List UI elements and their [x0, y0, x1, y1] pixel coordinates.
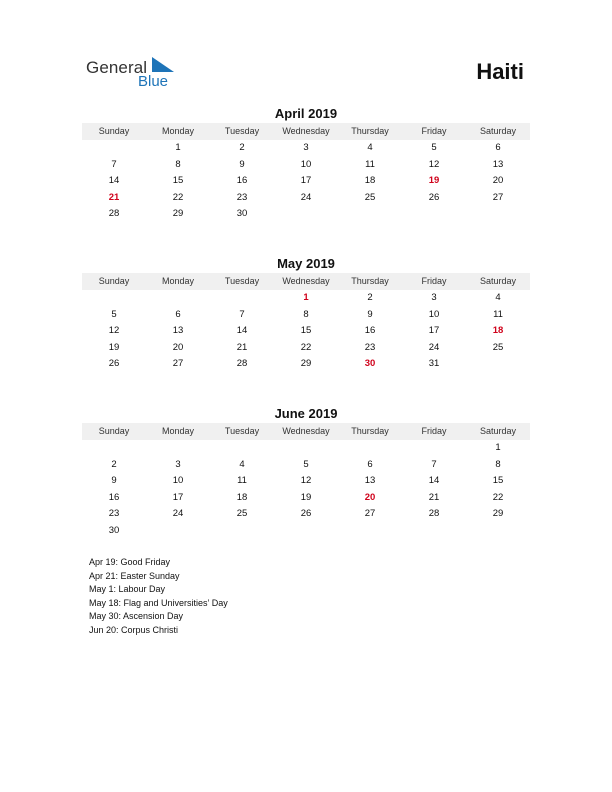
day-cell: 29: [300, 358, 312, 369]
weekday-label: Wednesday: [282, 276, 330, 286]
holiday-list: [89, 556, 228, 637]
week-row: [82, 190, 530, 207]
holiday-list-item: Apr 21: Easter Sunday: [89, 570, 180, 581]
holiday-list-item: May 18: Flag and Universities’ Day: [89, 597, 228, 608]
empty-day-cell: [146, 523, 210, 540]
day-cell: 7: [431, 458, 437, 470]
day-cell: 29: [172, 208, 184, 219]
day-cell: 9: [239, 158, 245, 170]
weekday-label: Monday: [161, 276, 195, 286]
generalblue-logo: [86, 54, 196, 94]
week-row: [82, 523, 530, 540]
weekday-label: Thursday: [351, 126, 389, 136]
empty-day-cell: [466, 206, 530, 223]
holiday-day-cell: 19: [428, 175, 440, 186]
weekday-label: Tuesday: [224, 426, 260, 436]
weekday-label: Saturday: [479, 126, 517, 136]
day-cell: 25: [492, 341, 504, 353]
day-cell: 8: [495, 458, 501, 470]
holiday-day-cell: 18: [492, 325, 504, 336]
day-cell: 20: [492, 175, 504, 186]
day-cell: 12: [428, 158, 440, 170]
empty-day-cell: [82, 440, 146, 457]
week-row: [82, 140, 530, 157]
day-cell: 11: [493, 308, 503, 320]
day-cell: 31: [428, 358, 440, 369]
day-cell: 26: [300, 508, 312, 519]
day-cell: 7: [111, 158, 117, 170]
week-row: [82, 307, 530, 324]
day-cell: 16: [236, 175, 248, 186]
logo-word-blue: Blue: [138, 73, 169, 90]
holiday-list-item: Jun 20: Corpus Christi: [89, 624, 179, 635]
empty-day-cell: [82, 140, 146, 157]
empty-day-cell: [466, 523, 530, 540]
week-row: [82, 323, 530, 340]
empty-day-cell: [210, 523, 274, 540]
day-cell: 27: [492, 191, 504, 203]
day-cell: 22: [172, 191, 184, 203]
day-cell: 3: [175, 458, 181, 470]
day-cell: 15: [172, 175, 184, 186]
day-cell: 11: [237, 475, 247, 486]
weekday-header-row: [82, 273, 530, 290]
weekday-label: Wednesday: [282, 426, 330, 436]
day-cell: 13: [364, 475, 376, 486]
day-cell: 3: [431, 292, 437, 303]
day-cell: 3: [303, 142, 309, 153]
weekday-label: Monday: [161, 126, 195, 136]
weekday-label: Tuesday: [224, 276, 260, 286]
holiday-list-item: May 30: Ascension Day: [89, 611, 184, 621]
day-cell: 25: [236, 508, 248, 519]
day-cell: 9: [111, 475, 117, 486]
day-cell: 6: [175, 308, 181, 320]
day-cell: 5: [111, 308, 117, 320]
day-cell: 17: [300, 175, 312, 186]
weekday-label: Wednesday: [282, 126, 330, 136]
holiday-day-cell: 20: [364, 491, 376, 503]
day-cell: 23: [364, 341, 376, 353]
empty-day-cell: [338, 206, 402, 223]
day-cell: 24: [300, 191, 312, 203]
day-cell: 17: [172, 491, 184, 503]
empty-day-cell: [146, 290, 210, 307]
empty-day-cell: [402, 440, 466, 457]
day-cell: 13: [492, 158, 504, 170]
week-row: [82, 440, 530, 457]
weekday-label: Thursday: [351, 276, 389, 286]
holiday-day-cell: 30: [364, 358, 376, 369]
week-row: [82, 473, 530, 490]
day-cell: 2: [239, 142, 245, 153]
day-cell: 27: [364, 508, 376, 519]
holiday-day-cell: 1: [303, 292, 309, 303]
day-cell: 18: [236, 491, 248, 503]
day-cell: 30: [108, 524, 120, 536]
day-cell: 16: [364, 325, 376, 336]
day-cell: 10: [172, 475, 184, 486]
empty-day-cell: [402, 523, 466, 540]
day-cell: 28: [108, 208, 120, 219]
day-cell: 4: [367, 142, 373, 153]
logo-word-general: General: [86, 58, 148, 77]
empty-day-cell: [274, 523, 338, 540]
week-row: [82, 356, 530, 373]
weekday-label: Sunday: [98, 126, 130, 136]
weekday-label: Friday: [421, 276, 447, 286]
empty-day-cell: [274, 440, 338, 457]
day-cell: 8: [175, 158, 181, 170]
weekday-label: Saturday: [479, 276, 517, 286]
day-cell: 1: [175, 142, 181, 153]
day-cell: 5: [303, 458, 309, 470]
day-cell: 13: [172, 325, 184, 336]
day-cell: 9: [367, 308, 373, 320]
day-cell: 27: [172, 358, 184, 369]
empty-day-cell: [210, 440, 274, 457]
day-cell: 28: [236, 358, 248, 369]
holiday-list-item: Apr 19: Good Friday: [89, 557, 171, 567]
day-cell: 19: [300, 491, 312, 503]
holiday-day-cell: 21: [108, 191, 120, 203]
day-cell: 4: [239, 458, 245, 470]
day-cell: 11: [365, 158, 375, 170]
weekday-label: Saturday: [479, 426, 517, 436]
week-row: [82, 290, 530, 307]
day-cell: 22: [492, 491, 504, 503]
month-calendar-june: [82, 406, 530, 539]
empty-day-cell: [338, 523, 402, 540]
weekday-header-row: [82, 123, 530, 140]
week-row: [82, 340, 530, 357]
weekday-label: Monday: [161, 426, 195, 436]
day-cell: 2: [111, 458, 117, 470]
day-cell: 29: [492, 508, 504, 519]
day-cell: 21: [236, 341, 248, 353]
month-calendar-may: [82, 256, 530, 373]
day-cell: 15: [300, 325, 312, 336]
day-cell: 26: [108, 358, 120, 369]
day-cell: 2: [367, 292, 373, 303]
day-cell: 12: [108, 325, 120, 336]
day-cell: 24: [172, 508, 184, 519]
day-cell: 4: [495, 292, 501, 303]
country-title: Haiti: [476, 59, 524, 84]
logo-triangle-icon: [152, 57, 176, 73]
day-cell: 14: [108, 175, 120, 186]
month-title: May 2019: [277, 256, 335, 271]
weekday-header-row: [82, 423, 530, 440]
weekday-label: Sunday: [98, 276, 130, 286]
day-cell: 18: [364, 175, 376, 186]
day-cell: 24: [428, 341, 440, 353]
day-cell: 10: [428, 308, 440, 320]
weekday-label: Tuesday: [224, 126, 260, 136]
weekday-label: Sunday: [98, 426, 130, 436]
week-row: [82, 457, 530, 474]
day-cell: 23: [236, 191, 248, 203]
day-cell: 15: [492, 475, 504, 486]
day-cell: 23: [108, 508, 120, 519]
day-cell: 6: [367, 458, 373, 470]
week-row: [82, 490, 530, 507]
empty-day-cell: [82, 290, 146, 307]
empty-day-cell: [146, 440, 210, 457]
weekday-label: Friday: [421, 126, 447, 136]
week-row: [82, 206, 530, 223]
day-cell: 10: [300, 158, 312, 170]
day-cell: 19: [108, 341, 120, 353]
month-title: June 2019: [274, 406, 338, 421]
month-calendar-april: [82, 106, 530, 223]
day-cell: 30: [236, 208, 248, 219]
day-cell: 1: [495, 442, 501, 453]
day-cell: 25: [364, 191, 376, 203]
empty-day-cell: [402, 206, 466, 223]
day-cell: 16: [108, 491, 120, 503]
day-cell: 14: [428, 475, 440, 486]
day-cell: 14: [236, 325, 248, 336]
empty-day-cell: [338, 440, 402, 457]
holiday-list-item: May 1: Labour Day: [89, 584, 166, 594]
day-cell: 22: [300, 341, 312, 353]
day-cell: 6: [495, 142, 501, 153]
day-cell: 28: [428, 508, 440, 519]
week-row: [82, 506, 530, 523]
day-cell: 20: [172, 341, 184, 353]
weekday-label: Thursday: [351, 426, 389, 436]
day-cell: 12: [300, 475, 312, 486]
empty-day-cell: [274, 206, 338, 223]
day-cell: 17: [428, 325, 440, 336]
empty-day-cell: [466, 356, 530, 373]
day-cell: 7: [239, 308, 245, 320]
day-cell: 8: [303, 308, 309, 320]
day-cell: 21: [428, 491, 440, 503]
month-title: April 2019: [274, 106, 338, 121]
empty-day-cell: [210, 290, 274, 307]
day-cell: 5: [431, 142, 437, 153]
day-cell: 26: [428, 191, 440, 203]
weekday-label: Friday: [421, 426, 447, 436]
week-row: [82, 173, 530, 190]
week-row: [82, 157, 530, 174]
